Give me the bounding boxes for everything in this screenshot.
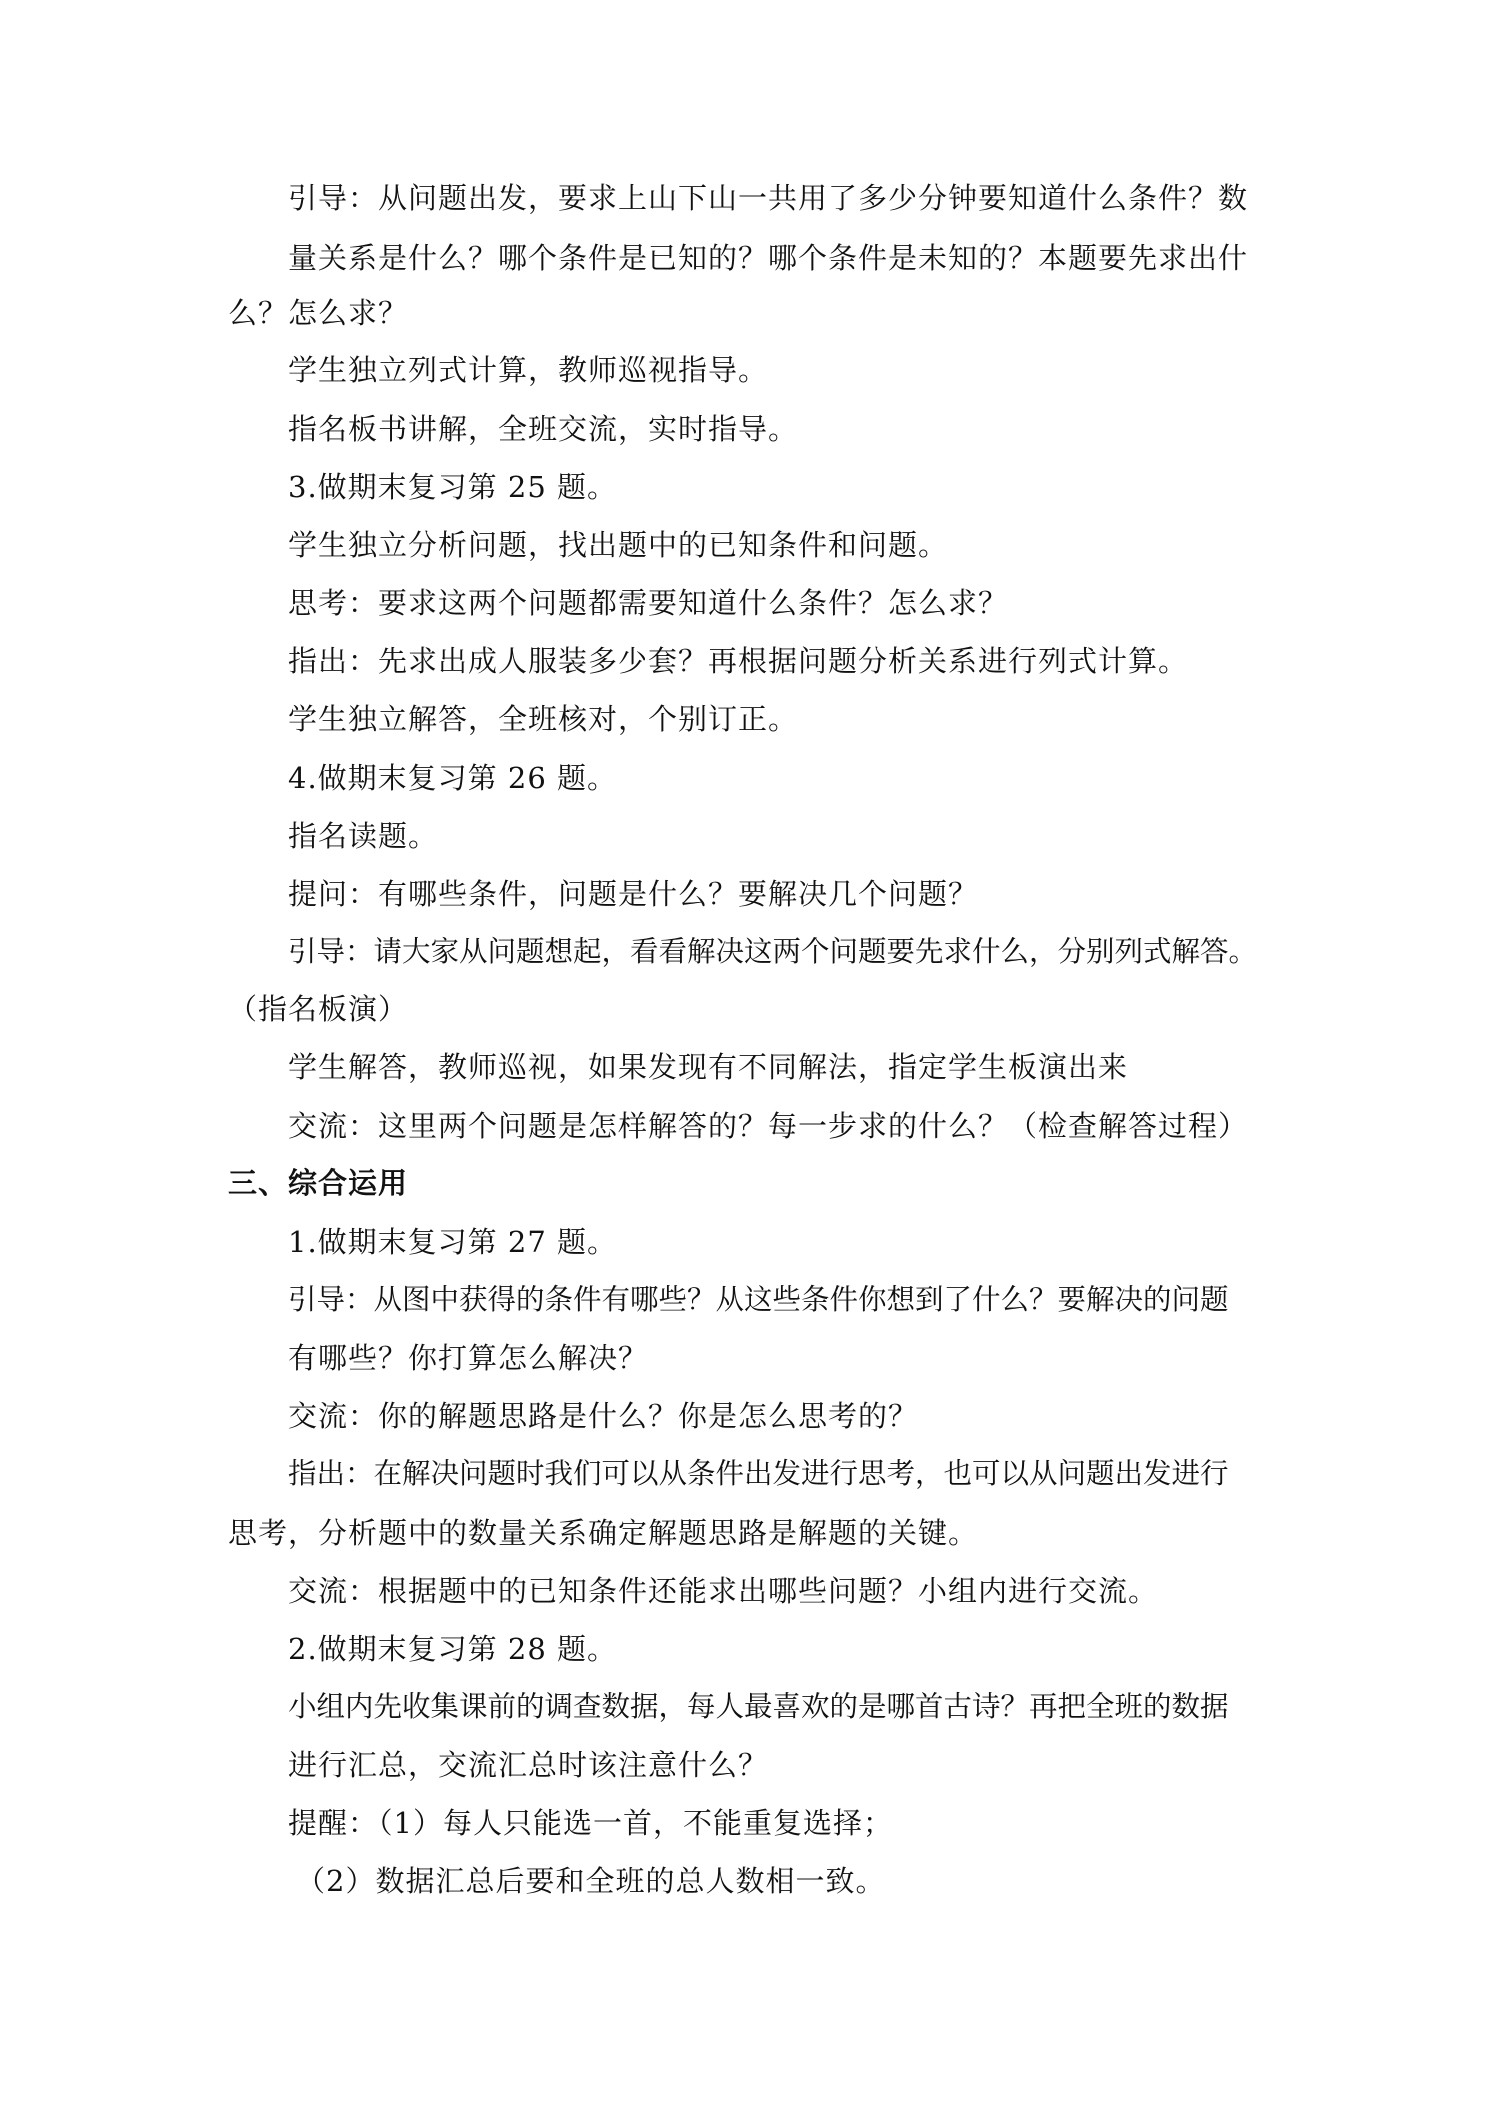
- paragraph-line: 1.做期末复习第 27 题。: [288, 1225, 618, 1259]
- paragraph-line: 指名板书讲解，全班交流，实时指导。: [288, 412, 799, 446]
- paragraph-line: （2）数据汇总后要和全班的总人数相一致。: [296, 1864, 886, 1898]
- paragraph-line: 3.做期末复习第 25 题。: [288, 470, 618, 504]
- paragraph-line: 引导：从问题出发，要求上山下山一共用了多少分钟要知道什么条件？数: [288, 181, 1249, 215]
- paragraph-line: 引导：请大家从问题想起，看看解决这两个问题要先求什么，分别列式解答。: [288, 935, 1258, 968]
- paragraph-line: 量关系是什么？哪个条件是已知的？哪个条件是未知的？本题要先求出什: [288, 241, 1249, 275]
- paragraph-line: 有哪些？你打算怎么解决？: [288, 1341, 649, 1375]
- paragraph-line: 2.做期末复习第 28 题。: [288, 1632, 618, 1666]
- paragraph-line: 思考，分析题中的数量关系确定解题思路是解题的关键。: [228, 1516, 979, 1550]
- paragraph-line: （指名板演）: [228, 992, 409, 1026]
- paragraph-line: 指出：在解决问题时我们可以从条件出发进行思考，也可以从问题出发进行: [288, 1457, 1229, 1490]
- paragraph-line: 学生独立解答，全班核对，个别订正。: [288, 702, 799, 736]
- section-heading: 三、综合运用: [228, 1166, 409, 1200]
- paragraph-line: 学生解答，教师巡视，如果发现有不同解法，指定学生板演出来: [288, 1050, 1129, 1084]
- paragraph-line: 提醒：（1）每人只能选一首，不能重复选择；: [288, 1806, 893, 1840]
- paragraph-line: 学生独立分析问题，找出题中的已知条件和问题。: [288, 528, 949, 562]
- paragraph-line: 提问：有哪些条件，问题是什么？要解决几个问题？: [288, 877, 979, 911]
- paragraph-line: 引导：从图中获得的条件有哪些？从这些条件你想到了什么？要解决的问题: [288, 1283, 1229, 1316]
- paragraph-line: 进行汇总，交流汇总时该注意什么？: [288, 1748, 769, 1782]
- paragraph-line: 交流：根据题中的已知条件还能求出哪些问题？小组内进行交流。: [288, 1574, 1159, 1608]
- paragraph-line: 小组内先收集课前的调查数据，每人最喜欢的是哪首古诗？再把全班的数据: [288, 1690, 1229, 1723]
- paragraph-line: 交流：这里两个问题是怎样解答的？每一步求的什么？（检查解答过程）: [288, 1109, 1249, 1143]
- paragraph-line: 交流：你的解题思路是什么？你是怎么思考的？: [288, 1399, 919, 1433]
- paragraph-line: 指出：先求出成人服装多少套？再根据问题分析关系进行列式计算。: [288, 644, 1189, 678]
- paragraph-line: 么？怎么求？: [228, 296, 409, 330]
- paragraph-line: 4.做期末复习第 26 题。: [288, 761, 618, 795]
- paragraph-line: 指名读题。: [288, 819, 439, 853]
- paragraph-line: 思考：要求这两个问题都需要知道什么条件？怎么求？: [288, 586, 1009, 620]
- paragraph-line: 学生独立列式计算，教师巡视指导。: [288, 353, 769, 387]
